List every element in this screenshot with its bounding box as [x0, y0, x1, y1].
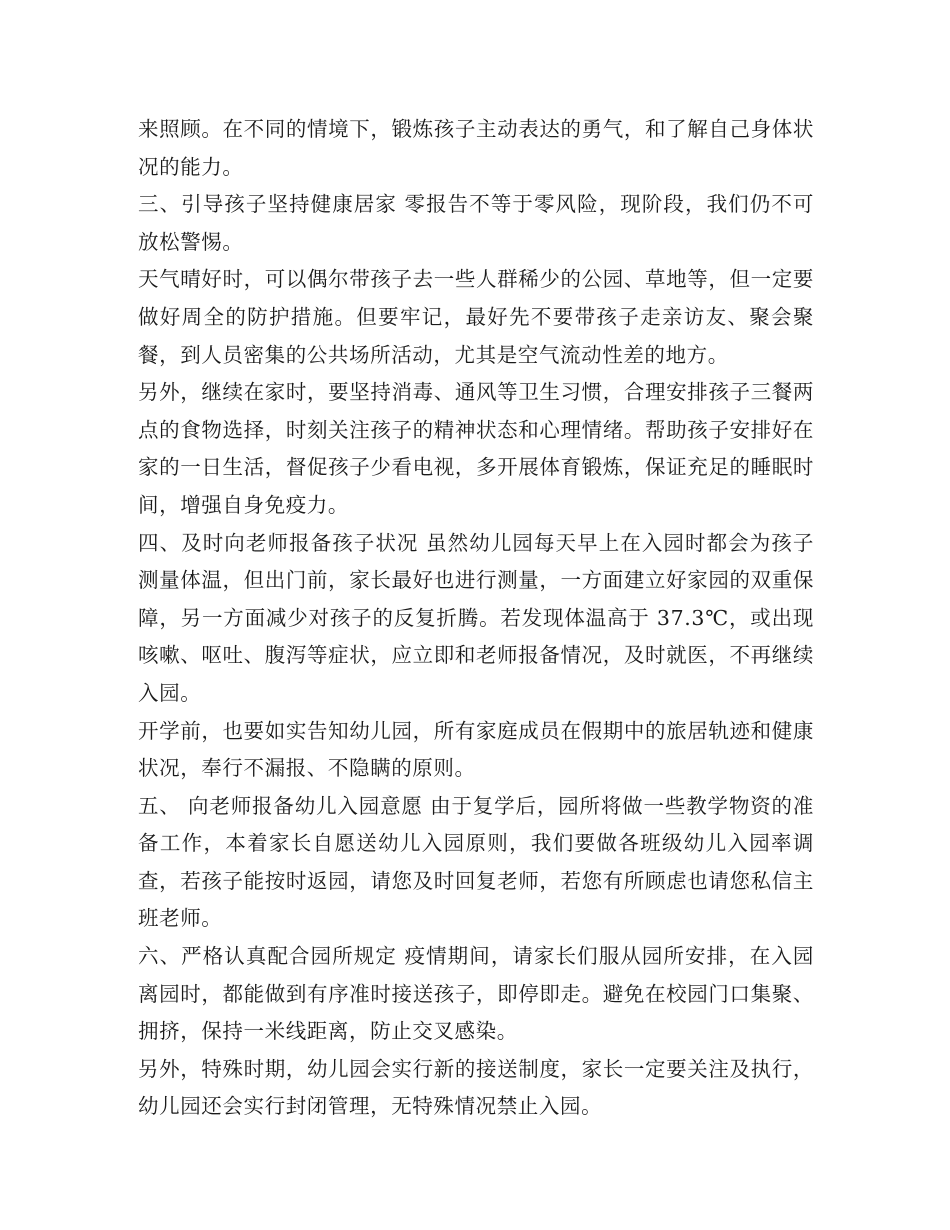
- paragraph-pickup-rules: 另外，特殊时期，幼儿园会实行新的接送制度，家长一定要关注及执行，幼儿园还会实行封闭管理，无特殊情况禁止入园。: [138, 1056, 814, 1119]
- paragraph-travel-report: 开学前，也要如实告知幼儿园，所有家庭成员在假期中的旅居轨迹和健康状况，奉行不漏报、不隐瞒的原则。: [138, 718, 814, 781]
- paragraph-home-hygiene: 另外，继续在家时，要坚持消毒、通风等卫生习惯，合理安排孩子三餐两点的食物选择，时刻关注孩子的精神状态和心理情绪。帮助孩子安排好在家的一日生活，督促孩子少看电视，多开展体育锻炼，保证充足的睡眠时间，增强自身免疫力。: [138, 380, 814, 517]
- section-3-heading-paragraph: 三、引导孩子坚持健康居家 零报告不等于零风险，现阶段，我们仍不可放松警惕。: [138, 192, 814, 254]
- section-6-heading-paragraph: 六、严格认真配合园所规定 疫情期间，请家长们服从园所安排，在入园离园时，都能做到有序准时接送孩子，即停即走。避免在校园门口集聚、拥挤，保持一米线距离，防止交叉感染。: [138, 944, 814, 1044]
- paragraph-continuation: 来照顾。在不同的情境下，锻炼孩子主动表达的勇气，和了解自己身体状况的能力。: [138, 117, 814, 179]
- document-page: [138, 111, 814, 1126]
- section-4-heading-paragraph: 四、及时向老师报备孩子状况 虽然幼儿园每天早上在入园时都会为孩子测量体温，但出门前，家长最好也进行测量，一方面建立好家园的双重保障，另一方面减少对孩子的反复折腾。若发现体温高于 37.3℃，或出现咳嗽、呕吐、腹泻等症状，应立即和老师报备情况，及时就医，不再继续入园。: [138, 530, 814, 705]
- section-5-heading-paragraph: 五、 向老师报备幼儿入园意愿 由于复学后，园所将做一些教学物资的准备工作，本着家长自愿送幼儿入园原则，我们要做各班级幼儿入园率调查，若孩子能按时返园，请您及时回复老师，若您有所顾虑也请您私信主班老师。: [138, 793, 814, 931]
- paragraph-outdoor-advice: 天气晴好时，可以偶尔带孩子去一些人群稀少的公园、草地等，但一定要做好周全的防护措施。但要牢记，最好先不要带孩子走亲访友、聚会聚餐，到人员密集的公共场所活动，尤其是空气流动性差的地方。: [138, 267, 814, 367]
